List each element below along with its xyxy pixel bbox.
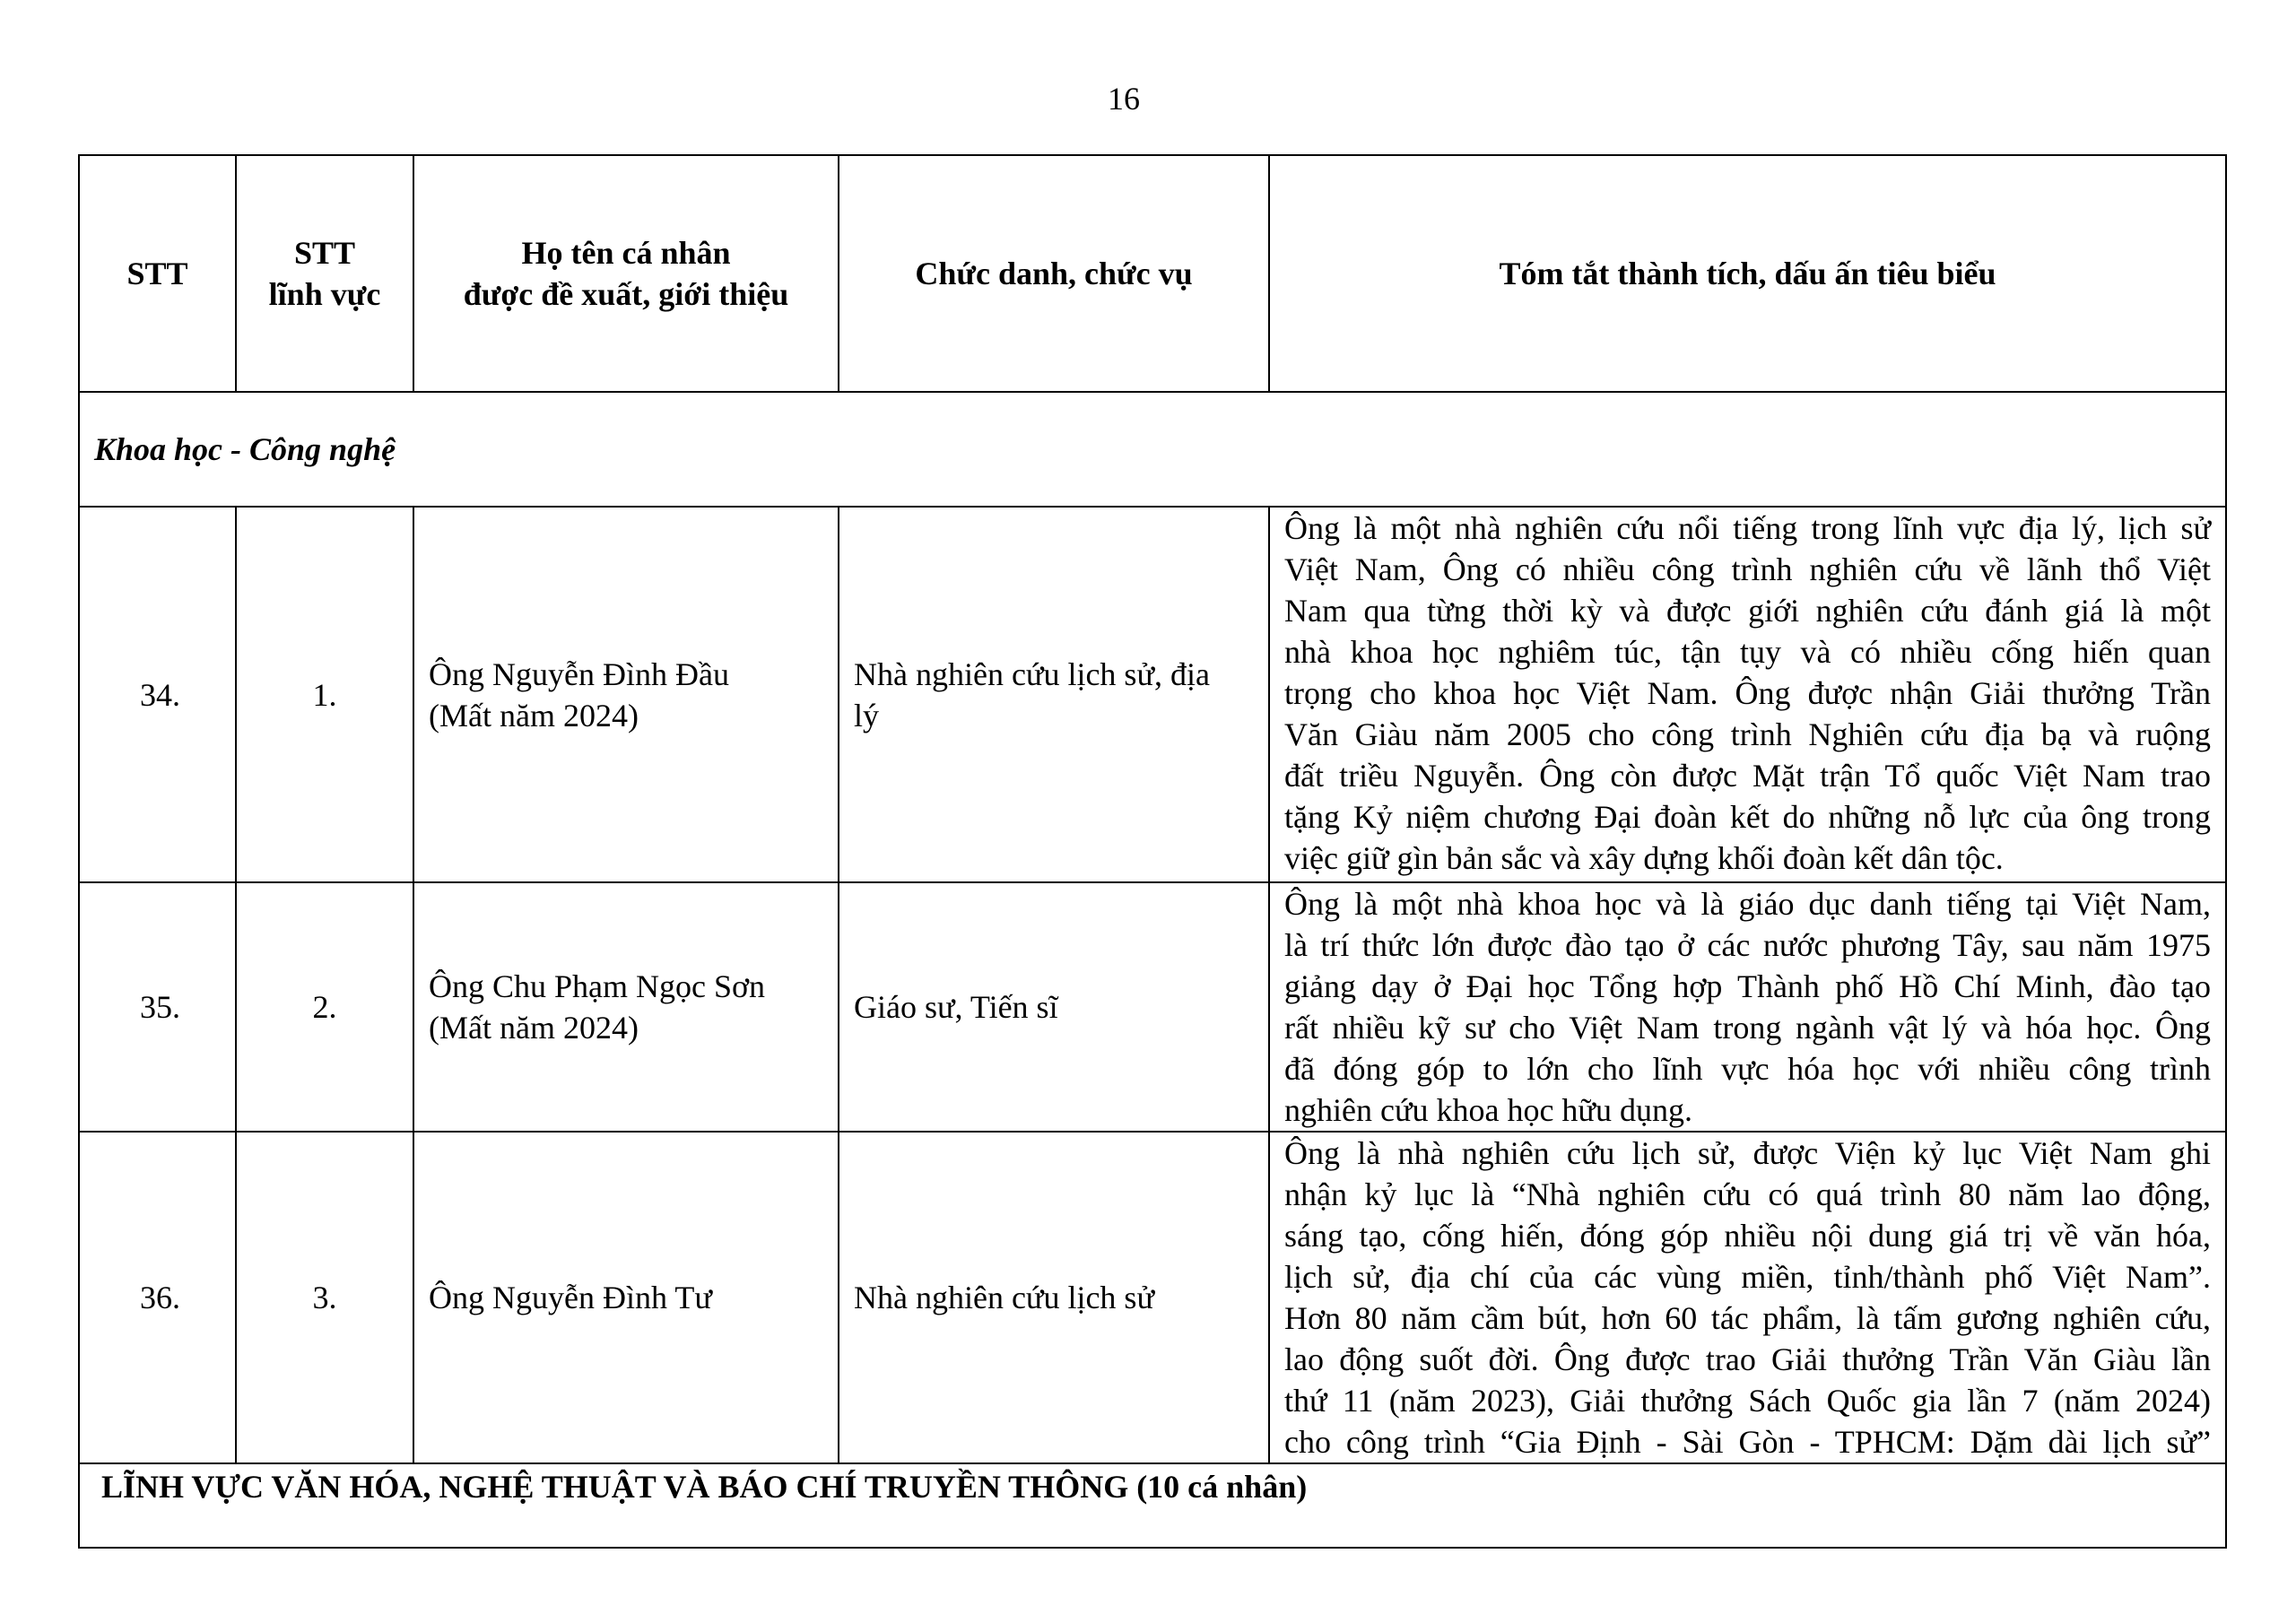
row-name: Ông Nguyễn Đình Đầu (Mất năm 2024) xyxy=(413,507,839,882)
section-row-science xyxy=(79,392,2226,507)
table-header-row xyxy=(79,155,2226,392)
row-stt-field: 2. xyxy=(236,882,413,1132)
row-stt-field: 3. xyxy=(236,1132,413,1463)
row-stt: 34. xyxy=(79,507,236,882)
row-stt-field: 1. xyxy=(236,507,413,882)
row-title: Nhà nghiên cứu lịch sử, địa lý xyxy=(839,507,1269,882)
table-row xyxy=(79,1132,2226,1463)
header-stt: STT xyxy=(79,155,236,392)
row-summary: Ông là một nhà nghiên cứu nổi tiếng trong lĩnh vực địa lý, lịch sử Việt Nam, Ông có nhiều công trình nghiên cứu về lãnh thổ Việt Nam qua từng thời kỳ và được giới nghiên cứu đánh giá là một nhà khoa học nghiêm túc, tận tụy và có nhiều cống hiến quan trọng cho khoa học Việt Nam. Ông được nhận Giải thưởng Trần Văn Giàu năm 2005 cho công trình Nghiên cứu địa bạ và ruộng đất triều Nguyễn. Ông còn được Mặt trận Tổ quốc Việt Nam trao tặng Kỷ niệm chương Đại đoàn kết do những nỗ lực của ông trong việc giữ gìn bản sắc và xây dựng khối đoàn kết dân tộc. xyxy=(1269,507,2226,882)
table-row xyxy=(79,507,2226,882)
header-title: Chức danh, chức vụ xyxy=(839,155,1269,392)
header-name: Họ tên cá nhân được đề xuất, giới thiệu xyxy=(413,155,839,392)
row-title: Giáo sư, Tiến sĩ xyxy=(839,882,1269,1132)
section-title-science: Khoa học - Công nghệ xyxy=(79,392,2226,507)
header-summary: Tóm tắt thành tích, dấu ấn tiêu biểu xyxy=(1269,155,2226,392)
row-title: Nhà nghiên cứu lịch sử xyxy=(839,1132,1269,1463)
row-name: Ông Chu Phạm Ngọc Sơn (Mất năm 2024) xyxy=(413,882,839,1132)
row-stt: 35. xyxy=(79,882,236,1132)
header-stt-field: STT lĩnh vực xyxy=(236,155,413,392)
row-summary: Ông là nhà nghiên cứu lịch sử, được Viện kỷ lục Việt Nam ghi nhận kỷ lục là “Nhà nghiên cứu có quá trình 80 năm lao động, sáng tạo, cống hiến, đóng góp nhiều nội dung giá trị về văn hóa, lịch sử, địa chí của các vùng miền, tỉnh/thành phố Việt Nam”. Hơn 80 năm cầm bút, hơn 60 tác phẩm, là tấm gương nghiên cứu, lao động suốt đời. Ông được trao Giải thưởng Trần Văn Giàu lần thứ 11 (năm 2023), Giải thưởng Sách Quốc gia lần 7 (năm 2024) cho công trình “Gia Định - Sài Gòn - TPHCM: Dặm dài lịch sử” xyxy=(1269,1132,2226,1463)
page-number: 16 xyxy=(1108,81,1140,117)
row-name: Ông Nguyễn Đình Tư xyxy=(413,1132,839,1463)
row-summary: Ông là một nhà khoa học và là giáo dục danh tiếng tại Việt Nam, là trí thức lớn được đào tạo ở các nước phương Tây, sau năm 1975 giảng dạy ở Đại học Tổng hợp Thành phố Hồ Chí Minh, đào tạo rất nhiều kỹ sư cho Việt Nam trong ngành vật lý và hóa học. Ông đã đóng góp to lớn cho lĩnh vực hóa học với nhiều công trình nghiên cứu khoa học hữu dụng. xyxy=(1269,882,2226,1132)
section-row-culture xyxy=(79,1463,2226,1548)
row-stt: 36. xyxy=(79,1132,236,1463)
table-row xyxy=(79,882,2226,1132)
section-title-culture: LĨNH VỰC VĂN HÓA, NGHỆ THUẬT VÀ BÁO CHÍ TRUYỀN THÔNG (10 cá nhân) xyxy=(79,1463,2226,1548)
nominee-table xyxy=(78,154,2227,1549)
